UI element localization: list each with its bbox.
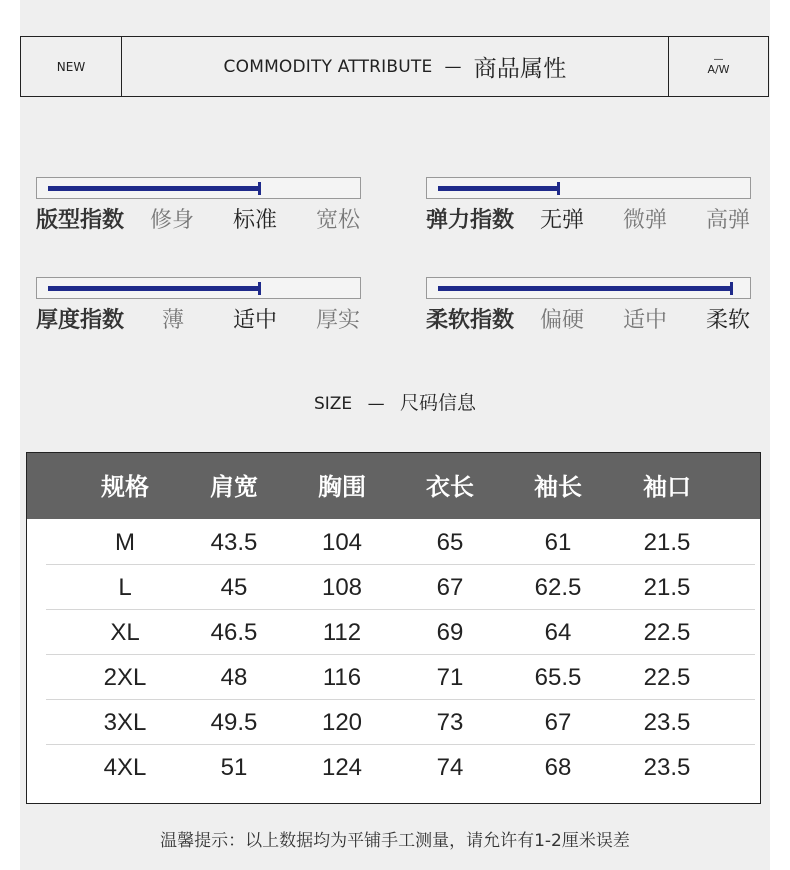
- size-heading-en: SIZE: [313, 394, 353, 414]
- thickness-index-title: 厚度指数: [36, 308, 125, 333]
- softness-index: [426, 277, 762, 335]
- cell-shoulder: 45: [220, 574, 248, 601]
- cell-spec: 3XL: [103, 709, 147, 736]
- fit-option-2: 标准: [233, 208, 278, 233]
- cell-cuff: 22.5: [643, 664, 691, 691]
- cell-shoulder: 43.5: [210, 529, 258, 556]
- elasticity-option-2: 微弹: [623, 208, 668, 233]
- new-label: NEW: [21, 37, 122, 96]
- season-bar: —: [713, 54, 724, 65]
- cell-sleeve: 64: [544, 619, 572, 646]
- fit-index-fill: [48, 186, 260, 191]
- size-heading-cn: 尺码信息: [400, 392, 477, 414]
- cell-length: 71: [436, 664, 464, 691]
- fit-option-3: 宽松: [316, 208, 361, 233]
- cell-chest: 104: [321, 529, 363, 556]
- cell-shoulder: 49.5: [210, 709, 258, 736]
- softness-option-3: 柔软: [706, 308, 751, 333]
- header-sleeve: 袖长: [534, 473, 582, 501]
- table-row: [46, 745, 755, 790]
- table-row: [46, 520, 755, 565]
- elasticity-index-fill: [438, 186, 559, 191]
- cell-sleeve: 65.5: [534, 664, 582, 691]
- softness-index-title: 柔软指数: [426, 308, 515, 333]
- cell-length: 73: [436, 709, 464, 736]
- elasticity-index-title: 弹力指数: [426, 208, 515, 233]
- thickness-option-2: 适中: [233, 308, 278, 333]
- cell-spec: 4XL: [103, 754, 147, 781]
- cell-length: 69: [436, 619, 464, 646]
- elasticity-option-1: 无弹: [540, 208, 585, 233]
- fit-index: [36, 177, 372, 235]
- cell-shoulder: 46.5: [210, 619, 258, 646]
- fit-option-1: 修身: [150, 208, 195, 233]
- cell-chest: 108: [321, 574, 363, 601]
- cell-sleeve: 67: [544, 709, 572, 736]
- thickness-index: [36, 277, 372, 335]
- thickness-index-track: [36, 277, 361, 299]
- elasticity-option-3: 高弹: [706, 208, 751, 233]
- table-row: [46, 655, 755, 700]
- size-table-header: [27, 453, 760, 519]
- cell-cuff: 22.5: [643, 619, 691, 646]
- elasticity-index-track: [426, 177, 751, 199]
- softness-option-1: 偏硬: [540, 308, 585, 333]
- cell-shoulder: 48: [220, 664, 248, 691]
- cell-cuff: 21.5: [643, 529, 691, 556]
- header-shoulder: 肩宽: [210, 473, 258, 501]
- thickness-index-fill: [48, 286, 260, 291]
- thickness-option-3: 厚实: [316, 308, 361, 333]
- thickness-option-1: 薄: [162, 308, 185, 333]
- season-label-box: [668, 37, 768, 96]
- table-row: [46, 700, 755, 745]
- cell-shoulder: 51: [220, 754, 248, 781]
- elasticity-index-marker: [557, 182, 560, 195]
- table-row: [46, 610, 755, 655]
- cell-sleeve: 62.5: [534, 574, 582, 601]
- cell-spec: 2XL: [103, 664, 147, 691]
- section-title: [122, 37, 668, 96]
- cell-length: 67: [436, 574, 464, 601]
- cell-chest: 112: [322, 619, 362, 646]
- cell-sleeve: 68: [544, 754, 572, 781]
- header-cuff: 袖口: [643, 473, 691, 501]
- fit-index-track: [36, 177, 361, 199]
- header-spec: 规格: [101, 473, 149, 501]
- fit-index-marker: [258, 182, 261, 195]
- header-chest: 胸围: [318, 473, 366, 501]
- product-detail-page: [20, 0, 770, 870]
- cell-spec: M: [115, 529, 135, 556]
- softness-index-track: [426, 277, 751, 299]
- cell-cuff: 23.5: [643, 754, 691, 781]
- elasticity-index: [426, 177, 762, 235]
- cell-chest: 124: [321, 754, 363, 781]
- softness-index-marker: [730, 282, 733, 295]
- section-title-en: COMMODITY ATTRIBUTE: [223, 56, 433, 77]
- season-label: A/W: [707, 63, 730, 76]
- cell-spec: XL: [110, 619, 140, 646]
- cell-chest: 116: [322, 664, 362, 691]
- cell-length: 65: [436, 529, 464, 556]
- size-heading-dash: —: [367, 394, 385, 414]
- cell-sleeve: 61: [544, 529, 572, 556]
- title-dash: —: [444, 56, 462, 77]
- cell-spec: L: [118, 574, 132, 601]
- header-length: 衣长: [426, 473, 474, 501]
- size-table: [26, 452, 761, 804]
- softness-index-fill: [438, 286, 732, 291]
- softness-option-2: 适中: [623, 308, 668, 333]
- measurement-note: 温馨提示：以上数据均为平铺手工测量，请允许有1-2厘米误差: [160, 831, 630, 851]
- commodity-attribute-header: [20, 36, 769, 97]
- section-title-cn: 商品属性: [473, 56, 567, 82]
- thickness-index-marker: [258, 282, 261, 295]
- table-row: [46, 565, 755, 610]
- fit-index-title: 版型指数: [36, 208, 125, 233]
- cell-length: 74: [436, 754, 464, 781]
- cell-cuff: 21.5: [643, 574, 691, 601]
- cell-chest: 120: [321, 709, 363, 736]
- size-heading: [20, 388, 770, 415]
- cell-cuff: 23.5: [643, 709, 691, 736]
